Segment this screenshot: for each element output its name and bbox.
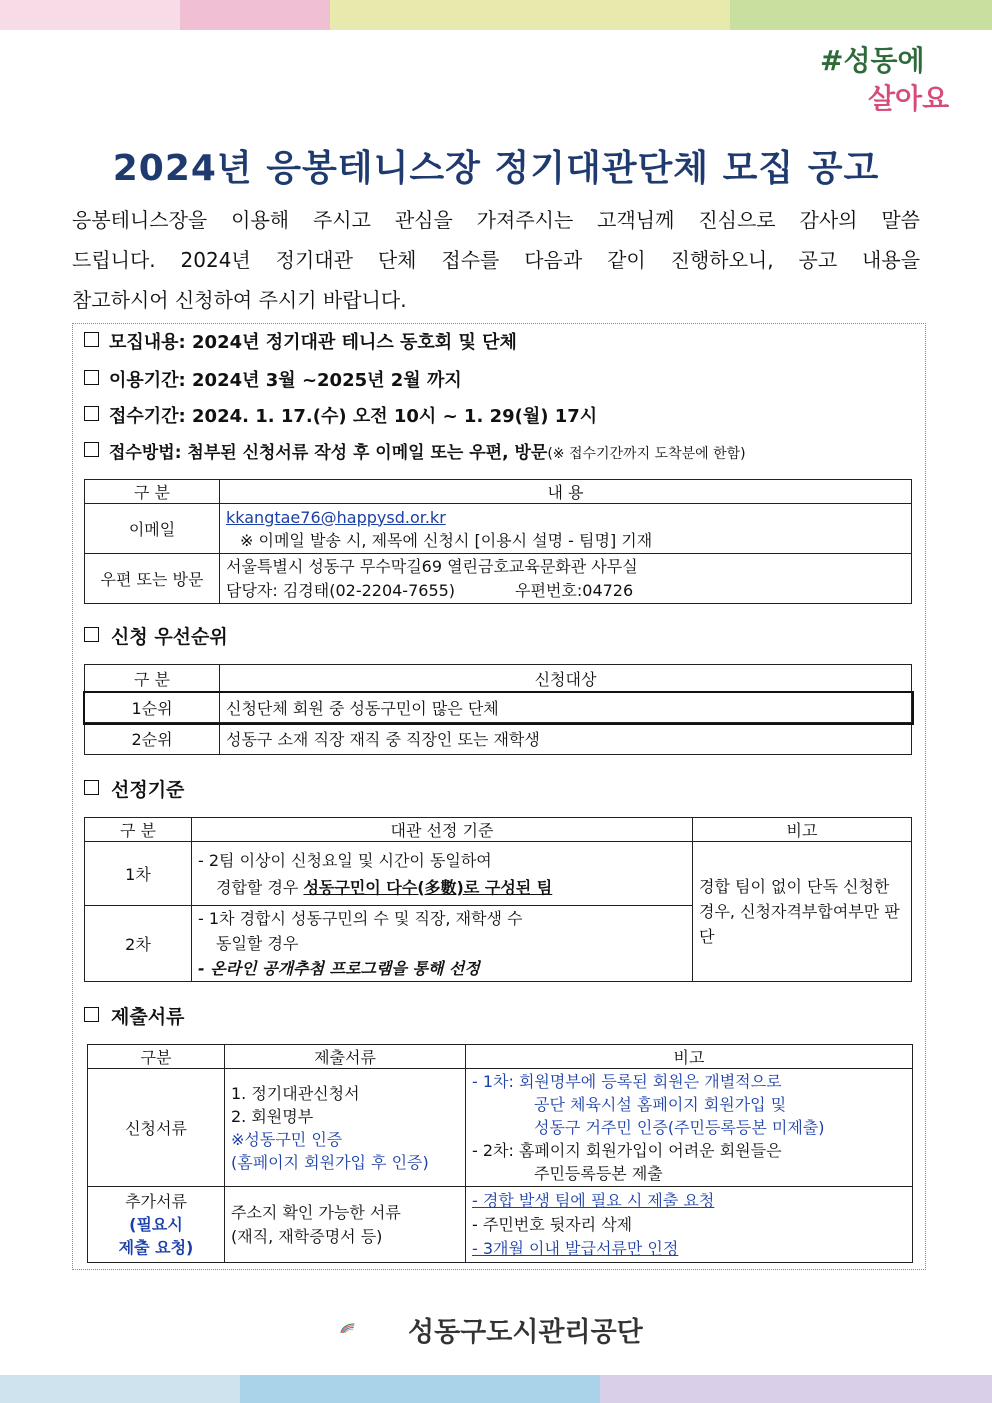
section-priority: 신청 우선순위 [84,622,228,649]
post-label: 우편 또는 방문 [85,554,220,604]
checkbox-icon [84,627,99,642]
slogan-line2: 살아요 [868,82,950,115]
criteria-table: 구 분 대관 선정 기준 비고 1차 - 2팀 이상이 신청요일 및 시간이 동일하여 경합할 경우 성동구민이 다수(多數)로 구성된 팀 경합 팀이 없이 단독 신청한 경우, 신청자격부합여부만 판단 2차 - 1차 경합시 성동구민의 수 및 직장, 재학생 수 동일할 경우 - 온라인 공개추첨 프로그램을 통해 선정 [84,817,912,982]
slogan-logo [820,40,985,118]
criteria-2-label: 2차 [85,906,192,982]
top-color-bar [0,0,992,30]
bottom-color-bar [0,1375,992,1403]
method-note: (※ 접수기간까지 도착분에 한함) [547,446,746,462]
criteria-1-line: - 2팀 이상이 신청요일 및 시간이 동일하여 [198,850,492,870]
header-cell: 비고 [466,1045,913,1069]
criteria-1-emphasis: 성동구민이 다수(多數)로 구성된 팀 [303,877,553,897]
section-criteria: 선정기준 [84,775,184,802]
slogan-line1: #성동에 [820,44,925,77]
item-recruit: 모집내용: 2024년 정기대관 테니스 동호회 및 단체 [84,328,517,354]
priority-1-text: 신청단체 회원 중 성동구민이 많은 단체 [220,693,912,723]
criteria-2-emphasis: - 온라인 공개추첨 프로그램을 통해 선정 [198,959,480,978]
header-cell: 구 분 [85,480,220,504]
org-name: 성동구도시관리공단 [408,1317,643,1348]
intro-line: 응봉테니스장을 이용해 주시고 관심을 가져주시는 고객님께 진심으로 감사의 말씀 [72,208,920,232]
header-cell: 내 용 [220,480,912,504]
section-docs: 제출서류 [84,1002,184,1029]
priority-2-text: 성동구 소재 직장 재직 중 직장인 또는 재학생 [220,723,912,755]
header-cell: 신청대상 [220,665,912,693]
checkbox-icon [84,442,99,457]
priority-2-label: 2순위 [85,723,220,755]
address-text: 서울특별시 성동구 무수막길69 열린금호교육문화관 사무실 [226,556,638,576]
item-receipt: 접수기간: 2024. 1. 17.(수) 오전 10시 ~ 1. 29(월) 17시 [84,402,597,428]
header-cell: 구분 [88,1045,225,1069]
intro-paragraph [72,200,920,320]
manager-text: 담당자: 김경태(02-2204-7655) [226,580,456,600]
email-label: 이메일 [85,504,220,554]
email-note: ※ 이메일 발송 시, 제목에 신청시 [이용시 설명 - 팀명] 기재 [240,530,653,550]
criteria-1-label: 1차 [85,842,192,906]
intro-line: 참고하시어 신청하여 주시기 바랍니다. [72,288,407,312]
header-cell: 비고 [693,818,912,842]
header-cell: 제출서류 [225,1045,466,1069]
item-period: 이용기간: 2024년 3월 ~2025년 2월 까지 [84,366,462,392]
page-title: 2024년 응봉테니스장 정기대관단체 모집 공고 [112,148,880,189]
checkbox-icon [84,780,99,795]
email-link[interactable]: kkangtae76@happysd.or.kr [226,507,446,527]
header-cell: 구 분 [85,818,192,842]
checkbox-icon [84,332,99,347]
checkbox-icon [84,370,99,385]
org-logo-icon [340,1302,410,1354]
docs-1-label: 신청서류 [88,1069,225,1187]
postcode-text: 우편번호:04726 [515,580,634,600]
priority-table [84,664,912,755]
checkbox-icon [84,406,99,421]
item-method: 접수방법: 첨부된 신청서류 작성 후 이메일 또는 우편, 방문(※ 접수기간까지 도착분에 한함) [84,438,746,463]
checkbox-icon [84,1007,99,1022]
docs-table: 구분 제출서류 비고 신청서류 1. 정기대관신청서 2. 회원명부 ※성동구민 인증 (홈페이지 회원가입 후 인증) - 1차: 회원명부에 등록된 회원은 개별적으로 공단 체육시설 홈페이지 회원가입 및 성동구 거주민 인증(주민등록등본 미제출) - 2차: 홈페이지 회원가입이 어려운 회원들은 주민등록등본 제출 추가서류 (필요시 제출 요청) 주소지 확인 가능한 서류 (재직, 재학증명서 등) - 경합 발생 팀에 필요 시 제출 요청 - 주민번호 뒷자리 삭제 - 3개월 이내 발급서류만 인정 [87,1044,913,1263]
contact-table [84,479,912,604]
criteria-note: 경합 팀이 없이 단독 신청한 경우, 신청자격부합여부만 판단 [693,842,912,982]
header-cell: 구 분 [85,665,220,693]
intro-line: 드립니다. 2024년 정기대관 단체 접수를 다음과 같이 진행하오니, 공고 내용을 [72,248,920,272]
priority-1-label: 1순위 [85,693,220,723]
header-cell: 대관 선정 기준 [192,818,693,842]
